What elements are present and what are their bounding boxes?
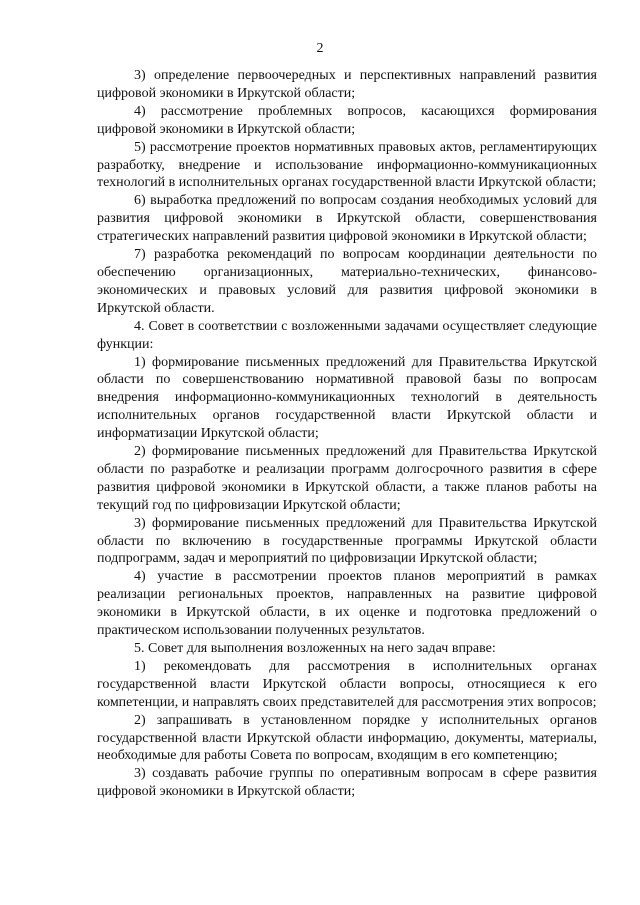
paragraph-section-4: 4. Совет в соответствии с возложенными задачами осуществляет следующие функции: xyxy=(97,318,597,352)
paragraph-right-2: 2) запрашивать в установленном порядке у исполнительных органов государственной власти Иркутской области информацию, документы, материалы, необходимые для работы Совета по вопросам, входящим в его компетенцию; xyxy=(97,712,597,764)
paragraph-right-3: 3) создавать рабочие группы по оперативным вопросам в сфере развития цифровой экономики в Иркутской области; xyxy=(97,766,597,800)
paragraph-task-3: 3) определение первоочередных и перспективных направлений развития цифровой экономики в Иркутской области; xyxy=(97,68,597,101)
paragraph-function-2: 2) формирование письменных предложений для Правительства Иркутской области по разработке и реализации программ долгосрочного развития в сфере развития цифровой экономики в Иркутской области, а также планов работы на текущий год по цифровизации Иркутской области; xyxy=(97,444,597,513)
page-number: 2 xyxy=(316,41,324,56)
paragraph-task-4: 4) рассмотрение проблемных вопросов, касающихся формирования цифровой экономики в Иркутской области; xyxy=(97,103,597,137)
paragraph-task-7: 7) разработка рекомендаций по вопросам координации деятельности по обеспечению организационных, материально-технических, финансово-экономических и правовых условий для развития цифровой экономики в Иркутской области. xyxy=(97,247,597,316)
paragraph-function-3: 3) формирование письменных предложений для Правительства Иркутской области по включению в государственные программы Иркутской области подпрограмм, задач и мероприятий по цифровизации Иркутской области; xyxy=(97,515,597,567)
paragraph-function-4: 4) участие в рассмотрении проектов планов мероприятий в рамках реализации региональных проектов, направленных на развитие цифровой экономики в Иркутской области, в их оценке и подготовка предложений о практическом использовании полученных результатов. xyxy=(97,569,597,639)
paragraph-function-1: 1) формирование письменных предложений для Правительства Иркутской области по совершенствованию нормативной правовой базы по вопросам внедрения информационно-коммуникационных технологий в деятельность исполнительных органов государственной власти Иркутской области и информатизации Иркутской области; xyxy=(97,354,597,442)
paragraph-task-5: 5) рассмотрение проектов нормативных правовых актов, регламентирующих разработку, внедрение и использование информационно-коммуникационных технологий в исполнительных органах государственной власти Иркутской области; xyxy=(97,139,597,191)
document-body xyxy=(97,67,597,801)
paragraph-task-6: 6) выработка предложений по вопросам создания необходимых условий для развития цифровой экономики в Иркутской области, совершенствования стратегических направлений развития цифровой экономики в Иркутской области; xyxy=(97,193,597,245)
paragraph-right-1: 1) рекомендовать для рассмотрения в исполнительных органах государственной власти Иркутской области вопросы, относящиеся к его компетенции, и направлять своих представителей для рассмотрения этих вопросов; xyxy=(97,658,597,710)
paragraph-section-5: 5. Совет для выполнения возложенных на него задач вправе: xyxy=(134,641,496,656)
